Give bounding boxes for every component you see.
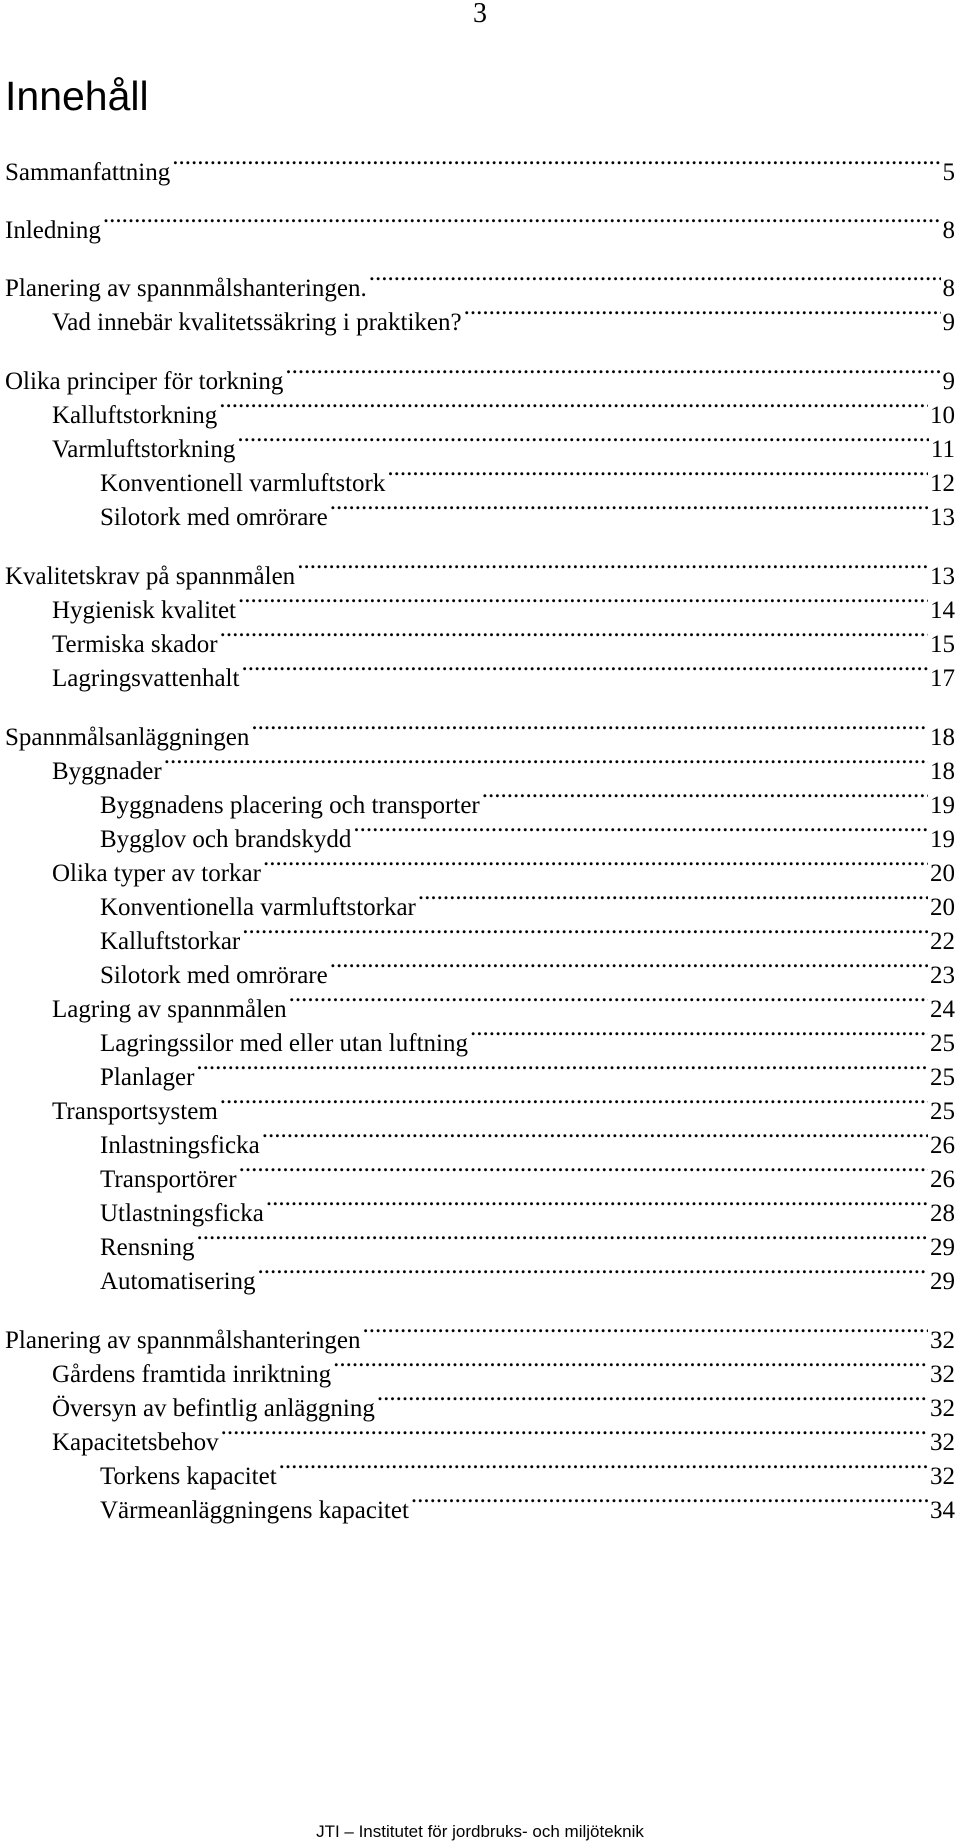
- toc-entry-title: Automatisering: [100, 1268, 256, 1295]
- toc-entry-page: 25: [930, 1098, 955, 1125]
- toc-entry-title: Kvalitetskrav på spannmålen: [5, 563, 296, 590]
- toc-entry-title: Kalluftstorkar: [100, 928, 241, 955]
- toc-entry-title: Värmeanläggningens kapacitet: [100, 1497, 409, 1524]
- toc-entry-title: Översyn av befintlig anläggning: [52, 1395, 375, 1422]
- toc-entry[interactable]: [52, 1382, 955, 1422]
- toc-entry-page: 29: [930, 1234, 955, 1261]
- dot-leader: [482, 779, 928, 813]
- toc-entry-page: 9: [942, 368, 955, 395]
- toc-entry[interactable]: [100, 1119, 955, 1159]
- toc-entry-page: 19: [930, 792, 955, 819]
- toc-entry-title: Planlager: [100, 1064, 195, 1091]
- toc-entry-page: 34: [930, 1497, 955, 1524]
- toc-entry-page: 8: [942, 217, 955, 244]
- dot-leader: [239, 1153, 928, 1187]
- toc-entry-title: Kalluftstorkning: [52, 402, 218, 429]
- dot-leader: [411, 1484, 928, 1518]
- toc-entry-title: Planering av spannmålshanteringen: [5, 1327, 361, 1354]
- toc-entry-page: 11: [930, 436, 955, 463]
- toc-entry[interactable]: [100, 1187, 955, 1227]
- toc-entry[interactable]: [5, 204, 955, 244]
- toc-entry-title: Rensning: [100, 1234, 195, 1261]
- toc-entry-page: 32: [930, 1463, 955, 1490]
- dot-leader: [285, 355, 940, 389]
- dot-leader: [330, 491, 928, 525]
- toc-entry[interactable]: [100, 1051, 955, 1091]
- toc-entry[interactable]: [100, 1255, 955, 1295]
- toc-entry-page: 19: [930, 826, 955, 853]
- dot-leader: [238, 584, 928, 618]
- toc-entry-title: Sammanfattning: [5, 159, 171, 186]
- toc-entry[interactable]: [52, 1416, 955, 1456]
- toc-entry[interactable]: [52, 745, 955, 785]
- toc-entry-page: 18: [930, 724, 955, 751]
- toc-entry[interactable]: [100, 1450, 955, 1490]
- toc-entry[interactable]: [5, 262, 955, 302]
- toc-entry-page: 9: [942, 309, 955, 336]
- dot-leader: [353, 813, 928, 847]
- toc-entry[interactable]: [100, 949, 955, 989]
- toc-entry-page: 29: [930, 1268, 955, 1295]
- toc-entry-title: Gårdens framtida inriktning: [52, 1361, 332, 1388]
- toc-entry[interactable]: [52, 1085, 955, 1125]
- toc-entry[interactable]: [5, 1314, 955, 1354]
- dot-leader: [418, 881, 928, 915]
- toc-entry-title: Kapacitetsbehov: [52, 1429, 219, 1456]
- toc-entry-title: Olika principer för torkning: [5, 368, 284, 395]
- dot-leader: [196, 1221, 928, 1255]
- toc-entry[interactable]: [5, 146, 955, 186]
- toc-entry[interactable]: [100, 1221, 955, 1261]
- toc-entry-page: 25: [930, 1030, 955, 1057]
- toc-entry-title: Hygienisk kvalitet: [52, 597, 236, 624]
- dot-leader: [220, 1085, 928, 1119]
- toc-entry-title: Byggnadens placering och transporter: [100, 792, 480, 819]
- toc-entry[interactable]: [52, 584, 955, 624]
- toc-entry[interactable]: [52, 389, 955, 429]
- toc-entry-page: 28: [930, 1200, 955, 1227]
- toc-entry-title: Planering av spannmålshanteringen.: [5, 275, 367, 302]
- dot-leader: [262, 1119, 928, 1153]
- toc-entry-page: 24: [930, 996, 955, 1023]
- page-number: 3: [473, 0, 487, 29]
- toc-entry-title: Olika typer av torkar: [52, 860, 261, 887]
- toc-entry-page: 15: [930, 631, 955, 658]
- toc-entry[interactable]: [100, 1484, 955, 1524]
- dot-leader: [219, 389, 928, 423]
- dot-leader: [196, 1051, 928, 1085]
- toc-entry[interactable]: [100, 457, 955, 497]
- dot-leader: [103, 204, 941, 238]
- toc-entry-page: 26: [930, 1132, 955, 1159]
- toc-entry[interactable]: [100, 779, 955, 819]
- toc-entry[interactable]: [5, 355, 955, 395]
- dot-leader: [172, 146, 940, 180]
- toc-entry-page: 20: [930, 860, 955, 887]
- dot-leader: [164, 745, 928, 779]
- toc-entry[interactable]: [52, 1348, 955, 1388]
- dot-leader: [242, 915, 928, 949]
- toc-entry[interactable]: [100, 1017, 955, 1057]
- dot-leader: [377, 1382, 928, 1416]
- toc-entry-page: 22: [930, 928, 955, 955]
- dot-leader: [464, 296, 941, 330]
- toc-entry-title: Silotork med omrörare: [100, 962, 328, 989]
- dot-leader: [470, 1017, 928, 1051]
- dot-leader: [258, 1255, 928, 1289]
- toc-entry-page: 25: [930, 1064, 955, 1091]
- dot-leader: [266, 1187, 928, 1221]
- toc-entry-page: 13: [930, 504, 955, 531]
- dot-leader: [237, 423, 929, 457]
- dot-leader: [279, 1450, 928, 1484]
- toc-entry[interactable]: [52, 847, 955, 887]
- toc-entry-title: Bygglov och brandskydd: [100, 826, 352, 853]
- toc-entry-title: Transportörer: [100, 1166, 237, 1193]
- dot-leader: [362, 1314, 928, 1348]
- toc-entry-page: 5: [942, 159, 955, 186]
- dot-leader: [221, 1416, 928, 1450]
- toc-entry-page: 8: [942, 275, 955, 302]
- toc-entry-title: Transportsystem: [52, 1098, 218, 1125]
- toc-entry-title: Lagringssilor med eller utan luftning: [100, 1030, 468, 1057]
- toc-entry-page: 32: [930, 1429, 955, 1456]
- toc-entry-title: Konventionell varmluftstork: [100, 470, 386, 497]
- dot-leader: [387, 457, 928, 491]
- page-title: Innehåll: [5, 73, 149, 119]
- toc-entry-title: Silotork med omrörare: [100, 504, 328, 531]
- dot-leader: [289, 983, 928, 1017]
- toc-entry[interactable]: [52, 652, 955, 692]
- dot-leader: [241, 652, 928, 686]
- toc-entry-title: Lagringsvattenhalt: [52, 665, 240, 692]
- dot-leader: [263, 847, 928, 881]
- dot-leader: [369, 262, 941, 296]
- toc-entry-title: Vad innebär kvalitetssäkring i praktiken?: [52, 309, 462, 336]
- toc-entry[interactable]: [5, 550, 955, 590]
- toc-entry-title: Varmluftstorkning: [52, 436, 236, 463]
- toc-entry[interactable]: [100, 915, 955, 955]
- toc-entry[interactable]: [5, 711, 955, 751]
- page-footer: JTI – Institutet för jordbruks- och miljöteknik: [316, 1822, 644, 1841]
- dot-leader: [220, 618, 928, 652]
- toc-entry-page: 32: [930, 1361, 955, 1388]
- dot-leader: [330, 949, 928, 983]
- toc-entry-page: 17: [930, 665, 955, 692]
- toc-entry[interactable]: [100, 491, 955, 531]
- toc-entry-page: 13: [930, 563, 955, 590]
- toc-entry-title: Inlastningsficka: [100, 1132, 260, 1159]
- toc-entry-title: Termiska skador: [52, 631, 218, 658]
- toc-entry[interactable]: [52, 423, 955, 463]
- toc-entry-title: Lagring av spannmålen: [52, 996, 287, 1023]
- dot-leader: [333, 1348, 928, 1382]
- toc-entry-page: 18: [930, 758, 955, 785]
- toc-entry[interactable]: [100, 813, 955, 853]
- toc-entry[interactable]: [100, 881, 955, 921]
- dot-leader: [251, 711, 928, 745]
- toc-entry-page: 32: [930, 1395, 955, 1422]
- toc-entry-title: Konventionella varmluftstorkar: [100, 894, 416, 921]
- toc-entry[interactable]: [52, 618, 955, 658]
- toc-entry[interactable]: [52, 983, 955, 1023]
- toc-entry-page: 12: [930, 470, 955, 497]
- toc-entry-title: Spannmålsanläggningen: [5, 724, 250, 751]
- toc-entry[interactable]: [100, 1153, 955, 1193]
- toc-entry-title: Utlastningsficka: [100, 1200, 264, 1227]
- toc-entry-title: Torkens kapacitet: [100, 1463, 277, 1490]
- toc-entry-title: Inledning: [5, 217, 101, 244]
- toc-entry-page: 23: [930, 962, 955, 989]
- toc-entry[interactable]: [52, 296, 955, 336]
- toc-entry-page: 26: [930, 1166, 955, 1193]
- toc-entry-page: 14: [930, 597, 955, 624]
- dot-leader: [297, 550, 928, 584]
- toc-entry-page: 32: [930, 1327, 955, 1354]
- toc-entry-page: 10: [930, 402, 955, 429]
- toc-entry-title: Byggnader: [52, 758, 162, 785]
- toc-entry-page: 20: [930, 894, 955, 921]
